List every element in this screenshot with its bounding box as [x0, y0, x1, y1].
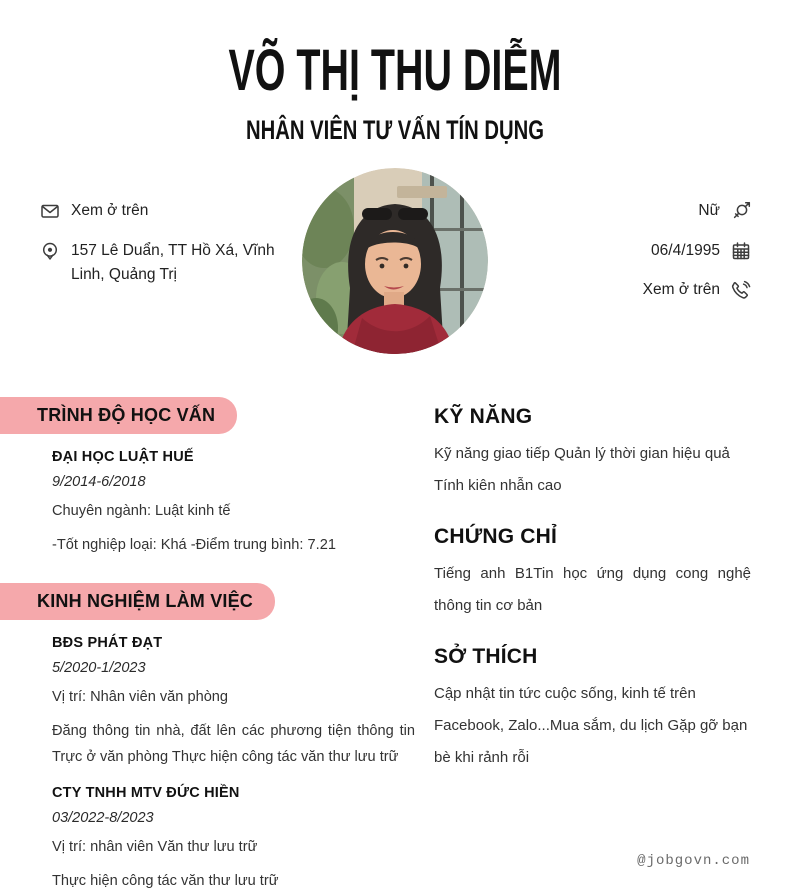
education-detail: -Tốt nghiệp loại: Khá -Điểm trung bình: 7.21 [52, 537, 336, 553]
page-title: VÕ THỊ THU DIỄM [228, 38, 562, 103]
education-section [0, 397, 415, 558]
phone-row [643, 278, 751, 302]
hobbies-text: Cập nhật tin tức cuộc sống, kinh tế trên Facebook, Zalo...Mua sắm, du lịch Gặp gỡ bạn bè khi rảnh rỗi [434, 685, 748, 766]
education-period: 9/2014-6/2018 [52, 474, 146, 490]
address-value: 157 Lê Duẩn, TT Hồ Xá, Vĩnh Linh, Quảng Trị [71, 242, 275, 283]
experience-heading: KINH NGHIỆM LÀM VIỆC [0, 583, 275, 620]
experience-detail: Vị trí: nhân viên Văn thư lưu trữ [52, 839, 258, 855]
contact-section [0, 168, 790, 354]
experience-detail: Đăng thông tin nhà, đất lên các phương tiện thông tin Trực ở văn phòng Thực hiện công tác văn thư lưu trữ [52, 723, 415, 765]
experience-detail: Thực hiện công tác văn thư lưu trữ [52, 873, 279, 889]
company-name: CTY TNHH MTV ĐỨC HIỀN [52, 785, 240, 801]
experience-entry [0, 785, 415, 889]
contact-right [488, 168, 790, 354]
education-detail: Chuyên ngành: Luật kinh tế [52, 503, 231, 519]
email-icon [40, 201, 60, 221]
experience-entry [0, 635, 415, 770]
skills-heading: KỸ NĂNG [434, 405, 533, 428]
gender-value: Nữ [698, 202, 720, 219]
skills-section [434, 405, 751, 502]
address-row [40, 239, 302, 287]
experience-period: 03/2022-8/2023 [52, 810, 154, 826]
birthdate-value: 06/4/1995 [651, 242, 720, 259]
job-title: NHÂN VIÊN TƯ VẤN TÍN DỤNG [245, 115, 545, 145]
left-column [0, 397, 415, 889]
email-value: Xem ở trên [71, 202, 149, 219]
gender-icon [731, 201, 751, 221]
phone-icon [731, 280, 751, 300]
main-content [0, 397, 790, 889]
company-name: BĐS PHÁT ĐẠT [52, 635, 163, 651]
school-name: ĐẠI HỌC LUẬT HUẾ [52, 449, 194, 465]
experience-detail: Vị trí: Nhân viên văn phòng [52, 689, 229, 705]
certificates-text: Tiếng anh B1Tin học ứng dụng cong nghệ thông tin cơ bản [434, 565, 751, 614]
experience-section [0, 558, 415, 889]
gender-row [698, 199, 751, 223]
right-column [415, 397, 790, 889]
education-entry [0, 449, 415, 558]
hobbies-section [434, 645, 751, 774]
phone-value: Xem ở trên [642, 281, 720, 298]
certificates-section [434, 525, 751, 622]
location-icon [40, 241, 60, 261]
certificates-heading: CHỨNG CHỈ [434, 525, 558, 548]
experience-period: 5/2020-1/2023 [52, 660, 146, 676]
education-heading: TRÌNH ĐỘ HỌC VẤN [0, 397, 237, 434]
skills-text: Kỹ năng giao tiếp Quản lý thời gian hiệu quả Tính kiên nhẫn cao [434, 445, 730, 494]
hobbies-heading: SỞ THÍCH [434, 645, 538, 668]
email-row [40, 199, 302, 223]
contact-left [0, 168, 302, 354]
watermark: @jobgovn.com [637, 853, 750, 869]
calendar-icon [731, 241, 751, 261]
birthdate-row [651, 239, 751, 263]
avatar [302, 168, 488, 354]
